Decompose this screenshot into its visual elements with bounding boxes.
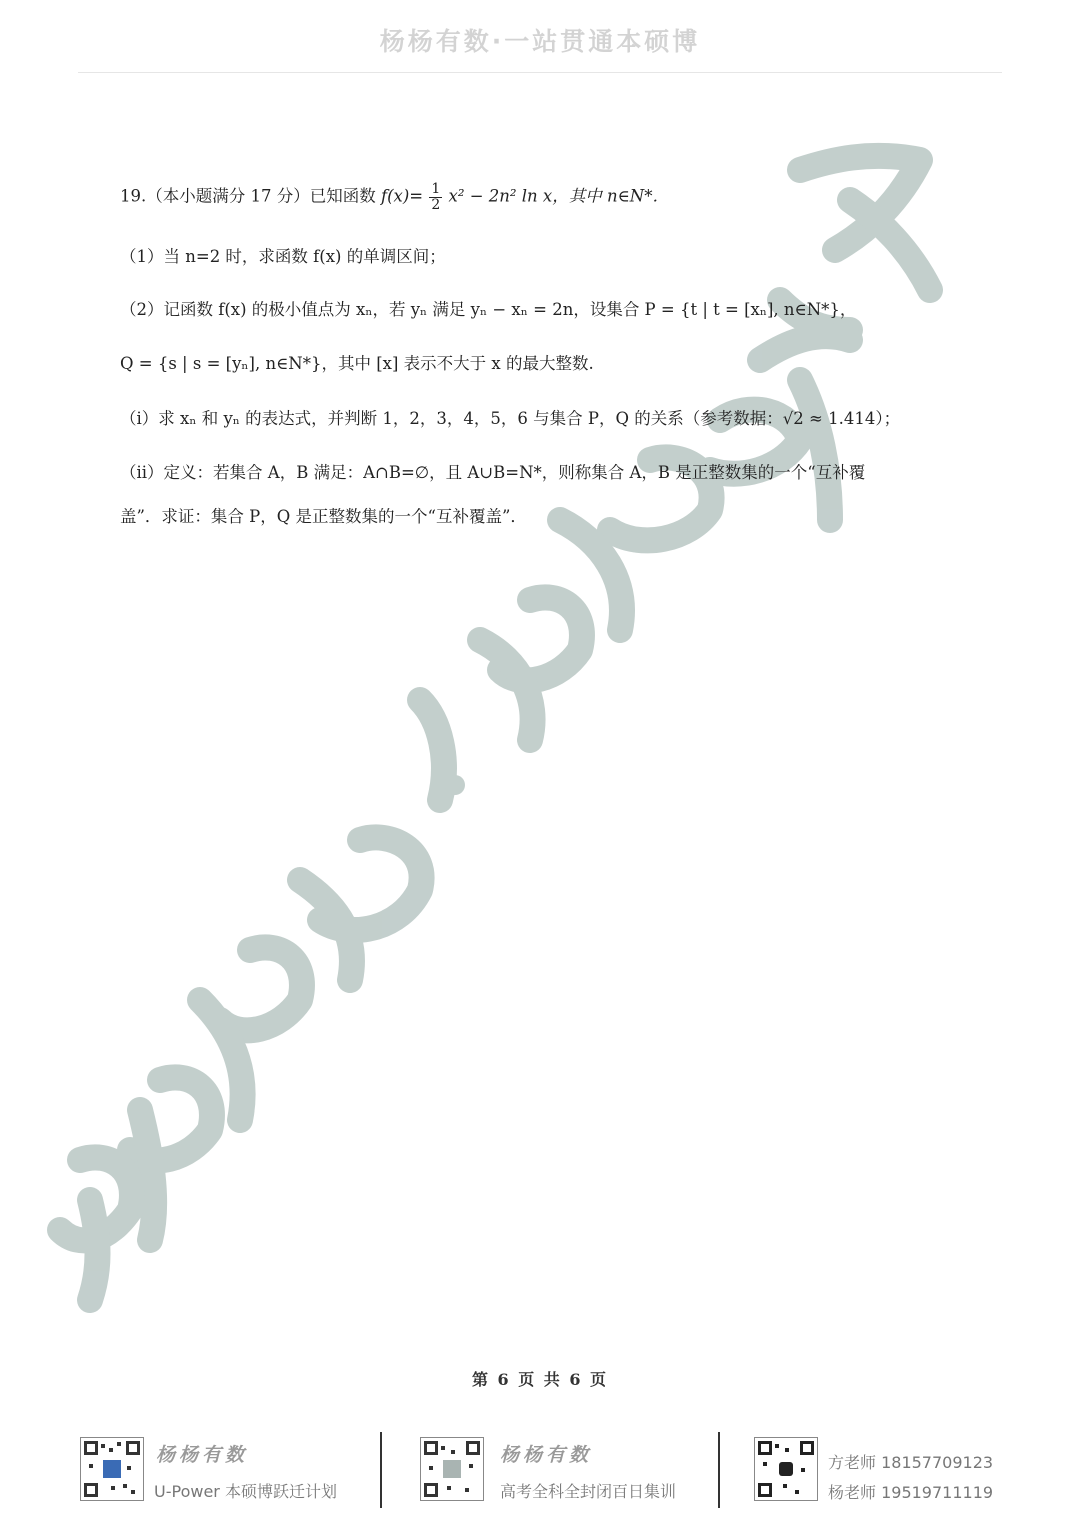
- question-part-2-ii-line-1: （ii）定义：若集合 A，B 满足：A∩B=∅，且 A∪B=N*，则称集合 A，B 是正整数集的一个“互补覆: [120, 463, 866, 482]
- contact-fang: 方老师 18157709123: [828, 1453, 994, 1472]
- qr-code-2: [420, 1437, 484, 1501]
- function-fx: f(x)=: [380, 186, 424, 206]
- question-part-2-i: （i）求 xₙ 和 yₙ 的表达式，并判断 1，2，3，4，5，6 与集合 P，Q 的关系（参考数据：√2 ≈ 1.414）；: [120, 409, 901, 428]
- header-divider: [78, 72, 1002, 73]
- qr-code-3-icon: [755, 1438, 817, 1500]
- function-expression: x² − 2n² ln x，其中 n∈N*．: [448, 186, 669, 206]
- qr-code-1: [80, 1437, 144, 1501]
- page-header-title: 杨杨有数·一站贯通本硕博: [379, 27, 701, 56]
- fraction-one-half: [429, 182, 442, 212]
- contact-yang: 杨老师 19519711119: [828, 1483, 994, 1502]
- qr-code-1-icon: [81, 1438, 143, 1500]
- question-19-prefix: 19.（本小题满分 17 分）已知函数: [120, 186, 376, 206]
- footer-divider-2: [718, 1432, 720, 1508]
- page-number: 第 6 页 共 6 页: [471, 1370, 609, 1389]
- ad-2-subtitle: 高考全科全封闭百日集训: [500, 1482, 677, 1501]
- question-part-2-ii-line-2: 盖”．求证：集合 P，Q 是正整数集的一个“互补覆盖”．: [120, 507, 527, 526]
- ad-2-title: 杨杨有数: [500, 1444, 593, 1466]
- qr-code-3: [754, 1437, 818, 1501]
- ad-1-subtitle: U-Power 本硕博跃迁计划: [154, 1482, 337, 1501]
- question-part-2-line-2: Q = {s | s = [yₙ], n∈N*}，其中 [x] 表示不大于 x 的最大整数.: [120, 354, 594, 373]
- qr-code-2-icon: [421, 1438, 483, 1500]
- question-part-2-line-1: （2）记函数 f(x) 的极小值点为 xₙ，若 yₙ 满足 yₙ − xₙ = 2n，设集合 P = {t | t = [xₙ], n∈N*}，: [120, 300, 857, 319]
- fraction-numerator: 1: [431, 181, 441, 197]
- question-part-1: （1）当 n=2 时，求函数 f(x) 的单调区间；: [120, 247, 446, 266]
- fraction-denominator: 2: [431, 196, 441, 213]
- question-19-intro: [120, 182, 980, 212]
- ad-1-title: 杨杨有数: [156, 1444, 249, 1466]
- footer-divider-1: [380, 1432, 382, 1508]
